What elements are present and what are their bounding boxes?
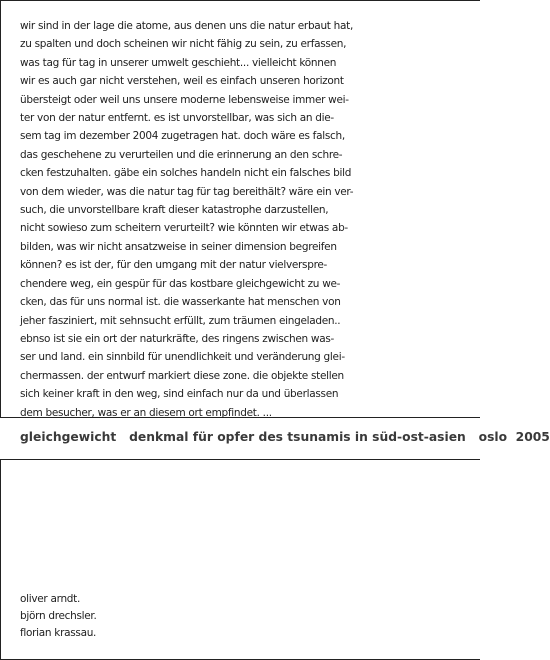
intro-line: zu spalten und doch scheinen wir nicht fähig zu sein, zu erfassen, [20, 38, 347, 51]
intro-line: ter von der natur entfernt. es ist unvorstellbar, was sich an die- [20, 112, 334, 125]
author-name: björn drechsler. [20, 610, 97, 622]
intro-line: sem tag im dezember 2004 zugetragen hat. doch wäre es falsch, [20, 130, 345, 143]
intro-line: ser und land. ein sinnbild für unendlichkeit und veränderung glei- [20, 351, 345, 364]
intro-line: chendere weg, ein gespür für das kostbare gleichgewicht zu we- [20, 277, 341, 290]
author-name: florian krassau. [20, 627, 97, 639]
author-list [20, 591, 97, 642]
intro-line: was tag für tag in unserer umwelt geschieht... vielleicht können [20, 56, 337, 69]
intro-line: sich keiner kraft in den weg, sind einfach nur da und überlassen [20, 388, 339, 401]
intro-line: dem besucher, was er an diesem ort empfindet. ... [20, 406, 272, 419]
intro-line: können? es ist der, für den umgang mit der natur vielverspre- [20, 259, 328, 272]
project-title-band [0, 418, 550, 458]
intro-line: von dem wieder, was die natur tag für tag bereithält? wäre ein ver- [20, 185, 354, 198]
intro-line: wir es auch gar nicht verstehen, weil es einfach unseren horizont [20, 75, 344, 88]
intro-line: cken festzuhalten. gäbe ein solches handeln nicht ein falsches bild [20, 167, 352, 180]
intro-line: das geschehene zu verurteilen und die erinnerung an den schre- [20, 148, 343, 161]
intro-paragraph [20, 17, 356, 422]
intro-line: bilden, was wir nicht ansatzweise in seiner dimension begreifen [20, 240, 337, 253]
author-name: oliver arndt. [20, 593, 81, 605]
intro-line: ebnso ist sie ein ort der naturkräfte, des ringens zwischen was- [20, 332, 335, 345]
intro-line: wir sind in der lage die atome, aus denen uns die natur erbaut hat, [20, 20, 353, 32]
intro-line: übersteigt oder weil uns unsere moderne lebensweise immer wei- [20, 93, 349, 106]
intro-line: jeher fasziniert, mit sehnsucht erfüllt, zum träumen eingeladen.. [20, 314, 341, 327]
intro-line: chermassen. der entwurf markiert diese zone. die objekte stellen [20, 369, 344, 382]
project-title: gleichgewicht denkmal für opfer des tsunamis in süd-ost-asien oslo 2005 [20, 430, 550, 444]
intro-line: cken, das für uns normal ist. die wasserkante hat menschen von [20, 296, 341, 309]
credits-panel [0, 459, 480, 660]
intro-line: nicht sowieso zum scheitern verurteilt? wie könnten wir etwas ab- [20, 222, 348, 235]
intro-line: such, die unvorstellbare kraft dieser katastrophe darzustellen, [20, 204, 329, 217]
